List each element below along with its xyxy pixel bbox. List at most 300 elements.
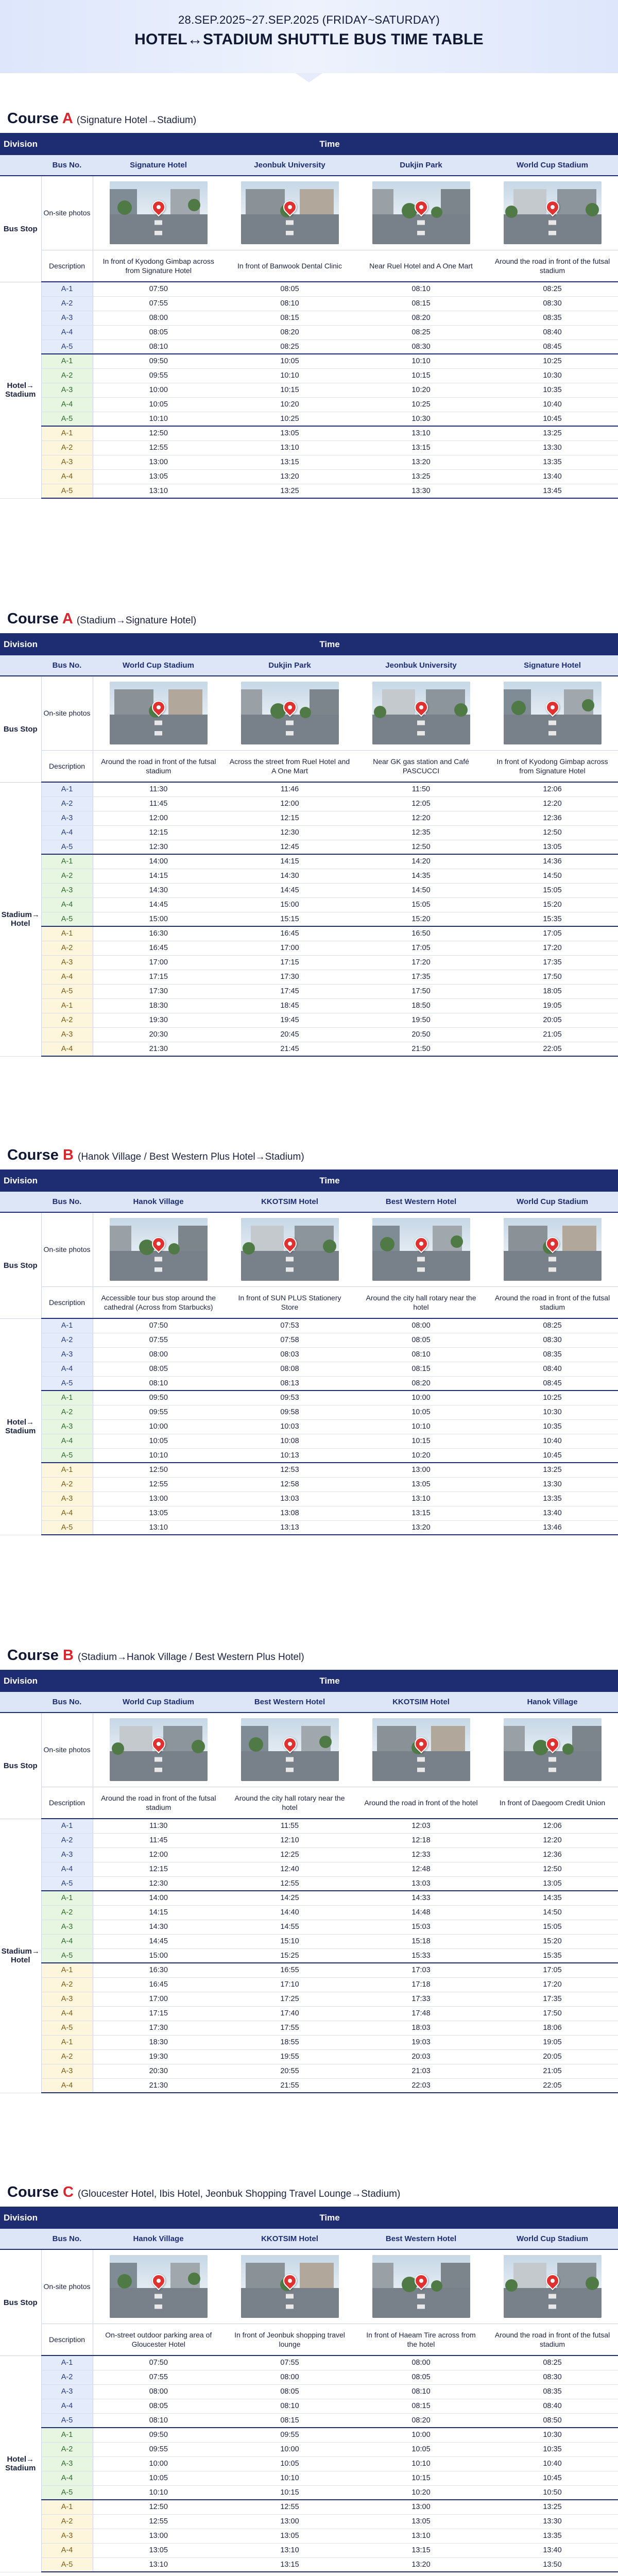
departure-time: 08:15: [355, 2399, 487, 2413]
departure-time: 18:06: [487, 2021, 618, 2035]
stop-description: Around the road in front of the futsal stadium: [93, 1787, 224, 1819]
table-row: [0, 2471, 618, 2485]
departure-time: 08:25: [355, 325, 487, 340]
departure-time: 07:50: [93, 282, 224, 296]
bus-number: A-2: [41, 1333, 93, 1347]
departure-time: 08:10: [355, 2384, 487, 2399]
departure-time: 13:25: [487, 2500, 618, 2514]
table-row: [0, 2399, 618, 2413]
course-subtitle: (Stadium→Hanok Village / Best Western Plus Hotel): [78, 1652, 304, 1663]
table-row: [0, 282, 618, 296]
course-word: Course: [7, 1147, 59, 1163]
departure-time: 08:05: [355, 1333, 487, 1347]
departure-time: 10:40: [487, 1434, 618, 1448]
departure-time: 08:45: [487, 340, 618, 354]
departure-time: 13:30: [487, 2514, 618, 2529]
bus-number: A-3: [41, 1347, 93, 1362]
departure-time: 12:18: [355, 1833, 487, 1848]
table-row: [0, 1492, 618, 1506]
departure-time: 15:20: [487, 897, 618, 912]
departure-time: 13:35: [487, 455, 618, 469]
table-row: [0, 854, 618, 869]
departure-time: 10:45: [487, 2471, 618, 2485]
photo-lane-marking: [417, 1251, 425, 1281]
departure-time: 12:36: [487, 1848, 618, 1862]
departure-time: 10:10: [224, 2471, 355, 2485]
photo-cell: [355, 1212, 487, 1286]
course-subtitle: (Signature Hotel→Stadium): [76, 115, 197, 126]
bus-stop-photo: [504, 1718, 602, 1781]
table-row: [0, 412, 618, 426]
departure-time: 13:40: [487, 1506, 618, 1520]
table-row: [0, 296, 618, 311]
departure-time: 07:50: [93, 1318, 224, 1333]
departure-time: 10:15: [355, 368, 487, 383]
photo-building: [377, 1726, 416, 1754]
division-header: Division: [0, 133, 41, 155]
photo-cell: [93, 1713, 224, 1787]
bus-number: A-2: [41, 2514, 93, 2529]
table-row: [0, 325, 618, 340]
table-row: [0, 1506, 618, 1520]
departure-time: 19:03: [355, 2035, 487, 2049]
photo-building: [508, 1226, 547, 1253]
departure-time: 14:55: [224, 1920, 355, 1934]
departure-time: 21:30: [93, 2078, 224, 2093]
departure-time: 20:45: [224, 1027, 355, 1042]
table-row: [0, 1862, 618, 1876]
departure-time: 08:30: [487, 2370, 618, 2384]
departure-time: 12:50: [93, 426, 224, 440]
departure-time: 08:05: [355, 2370, 487, 2384]
departure-time: 12:50: [93, 1463, 224, 1477]
departure-time: 10:00: [93, 1419, 224, 1434]
departure-time: 08:00: [93, 311, 224, 325]
departure-time: 19:30: [93, 2049, 224, 2064]
bus-number: A-5: [41, 484, 93, 498]
departure-time: 10:15: [224, 2485, 355, 2500]
departure-time: 07:55: [93, 296, 224, 311]
description-row: [0, 1286, 618, 1318]
table-row: [0, 368, 618, 383]
departure-time: 13:05: [93, 469, 224, 484]
bus-number: A-5: [41, 1376, 93, 1391]
departure-time: 12:33: [355, 1848, 487, 1862]
departure-time: 20:03: [355, 2049, 487, 2064]
bus-number: A-3: [41, 955, 93, 970]
header-dates: 28.SEP.2025~27.SEP.2025 (FRIDAY~SATURDAY): [178, 13, 440, 26]
course-letter: C: [62, 2184, 74, 2200]
course-letter: A: [62, 611, 73, 627]
photo-building: [110, 1226, 131, 1253]
departure-time: 10:08: [224, 1434, 355, 1448]
departure-time: 17:40: [224, 2006, 355, 2021]
photo-cell: [224, 176, 355, 250]
timetable: [0, 633, 618, 1057]
photo-tree: [511, 701, 526, 715]
departure-time: 08:00: [355, 2355, 487, 2370]
departure-time: 13:20: [224, 469, 355, 484]
bus-number: A-5: [41, 840, 93, 854]
stops-header-row: [0, 155, 618, 176]
departure-time: 08:25: [224, 340, 355, 354]
course-subtitle: (Stadium→Signature Hotel): [76, 615, 197, 626]
departure-time: 13:10: [93, 1520, 224, 1535]
onsite-photos-label: On-site photos: [41, 676, 93, 750]
photo-tree: [505, 2279, 518, 2292]
departure-time: 17:33: [355, 1992, 487, 2006]
photo-cell: [224, 1212, 355, 1286]
bus-number: A-5: [41, 1876, 93, 1891]
departure-time: 11:30: [93, 1819, 224, 1833]
onsite-photos-label: On-site photos: [41, 176, 93, 250]
departure-time: 17:18: [355, 1977, 487, 1992]
photo-tree: [117, 2274, 132, 2289]
bus-number: A-1: [41, 426, 93, 440]
departure-time: 08:40: [487, 2399, 618, 2413]
photo-tree: [380, 1237, 394, 1251]
stop-name: Dukjin Park: [224, 655, 355, 676]
table-row: [0, 1905, 618, 1920]
division-header: Division: [0, 633, 41, 655]
division-blank: [0, 2229, 41, 2249]
departure-time: 13:20: [355, 455, 487, 469]
bus-number: A-1: [41, 782, 93, 796]
departure-time: 13:08: [224, 1506, 355, 1520]
time-header: Time: [41, 133, 618, 155]
bus-number: A-2: [41, 796, 93, 811]
photo-tree: [562, 1743, 574, 1755]
stop-name: World Cup Stadium: [93, 655, 224, 676]
departure-time: 10:30: [355, 412, 487, 426]
photo-row: [0, 2249, 618, 2324]
bus-number: A-2: [41, 440, 93, 455]
table-row: [0, 2384, 618, 2399]
departure-time: 13:05: [487, 840, 618, 854]
stop-description: Accessible tour bus stop around the cathedral (Across from Starbucks): [93, 1286, 224, 1318]
departure-time: 08:10: [93, 340, 224, 354]
photo-cell: [487, 1212, 618, 1286]
photo-building: [246, 2263, 285, 2291]
departure-time: 08:35: [487, 2384, 618, 2399]
bus-number: A-1: [41, 998, 93, 1013]
bus-number: A-3: [41, 311, 93, 325]
departure-time: 12:10: [224, 1833, 355, 1848]
departure-time: 13:25: [487, 426, 618, 440]
departure-time: 12:50: [487, 825, 618, 840]
departure-time: 18:55: [224, 2035, 355, 2049]
departure-time: 13:05: [93, 1506, 224, 1520]
departure-time: 17:05: [355, 941, 487, 955]
departure-time: 15:35: [487, 912, 618, 926]
departure-time: 13:25: [487, 1463, 618, 1477]
departure-time: 13:10: [355, 2529, 487, 2543]
departure-time: 13:40: [487, 2543, 618, 2557]
photo-lane-marking: [154, 1251, 162, 1281]
departure-time: 15:18: [355, 1934, 487, 1948]
bus-number: A-3: [41, 1920, 93, 1934]
departure-time: 08:35: [487, 311, 618, 325]
onsite-photos-label: On-site photos: [41, 1212, 93, 1286]
departure-time: 15:00: [93, 1948, 224, 1963]
departure-time: 15:03: [355, 1920, 487, 1934]
bus-number: A-3: [41, 1848, 93, 1862]
table-row: [0, 1333, 618, 1347]
stop-description: Around the road in front of the futsal stadium: [487, 2324, 618, 2355]
stop-description: Around the city hall rotary near the hotel: [355, 1286, 487, 1318]
departure-time: 10:30: [487, 368, 618, 383]
table-row: [0, 469, 618, 484]
photo-lane-marking: [286, 1251, 294, 1281]
departure-time: 13:15: [355, 440, 487, 455]
bus-stop-photo: [241, 181, 339, 244]
bus-number: A-5: [41, 340, 93, 354]
departure-time: 08:25: [487, 2355, 618, 2370]
photo-building: [114, 689, 153, 717]
departure-time: 10:05: [93, 397, 224, 412]
table-row: [0, 1977, 618, 1992]
departure-time: 19:45: [224, 1013, 355, 1027]
departure-time: 13:15: [355, 2543, 487, 2557]
bus-stop-photo: [110, 1218, 208, 1281]
departure-time: 10:00: [224, 2442, 355, 2456]
photo-lane-marking: [417, 715, 425, 745]
departure-time: 16:45: [93, 941, 224, 955]
course-letter: B: [62, 1647, 74, 1664]
departure-time: 17:00: [93, 1992, 224, 2006]
departure-time: 10:05: [355, 2442, 487, 2456]
bus-number: A-3: [41, 1419, 93, 1434]
bus-number: A-4: [41, 1934, 93, 1948]
division-label: Hotel→ Stadium: [0, 282, 41, 498]
departure-time: 15:25: [224, 1948, 355, 1963]
departure-time: 15:35: [487, 1948, 618, 1963]
bus-number: A-4: [41, 970, 93, 984]
table-row: [0, 926, 618, 941]
departure-time: 08:10: [355, 282, 487, 296]
departure-time: 14:25: [224, 1891, 355, 1905]
table-row: [0, 1848, 618, 1862]
photo-lane-marking: [154, 1751, 162, 1782]
departure-time: 18:05: [487, 984, 618, 998]
stop-description: Around the road in front of the hotel: [355, 1787, 487, 1819]
table-row: [0, 897, 618, 912]
table-row: [0, 2500, 618, 2514]
division-header: Division: [0, 1670, 41, 1692]
departure-time: 13:00: [224, 2514, 355, 2529]
departure-time: 10:00: [93, 383, 224, 397]
stop-description: In front of Kyodong Gimbap across from Signature Hotel: [487, 750, 618, 782]
departure-time: 08:05: [93, 1362, 224, 1376]
departure-time: 08:20: [224, 325, 355, 340]
course-word: Course: [7, 611, 59, 627]
departure-time: 13:50: [487, 2557, 618, 2572]
departure-time: 16:50: [355, 926, 487, 941]
bus-number: A-3: [41, 883, 93, 897]
departure-time: 10:10: [93, 412, 224, 426]
stop-name: World Cup Stadium: [487, 155, 618, 176]
departure-time: 11:45: [93, 1833, 224, 1848]
division-header: Division: [0, 2207, 41, 2229]
bus-stop-label: Bus Stop: [0, 1713, 41, 1819]
photo-lane-marking: [548, 214, 556, 245]
bus-number: A-2: [41, 296, 93, 311]
stop-description: In front of Kyodong Gimbap across from Signature Hotel: [93, 250, 224, 282]
bus-number: A-4: [41, 1362, 93, 1376]
bus-number: A-1: [41, 2355, 93, 2370]
photo-tree: [582, 699, 594, 711]
bus-number: A-2: [41, 2370, 93, 2384]
departure-time: 17:00: [93, 955, 224, 970]
departure-time: 22:03: [355, 2078, 487, 2093]
table-row: [0, 1027, 618, 1042]
table-row: [0, 796, 618, 811]
departure-time: 08:00: [224, 2370, 355, 2384]
departure-time: 10:10: [93, 2485, 224, 2500]
departure-time: 10:25: [355, 397, 487, 412]
departure-time: 21:30: [93, 1042, 224, 1056]
course-title: [0, 2176, 618, 2207]
departure-time: 13:05: [355, 2514, 487, 2529]
departure-time: 08:40: [487, 325, 618, 340]
departure-time: 17:50: [355, 984, 487, 998]
table-row: [0, 397, 618, 412]
photo-cell: [93, 676, 224, 750]
departure-time: 13:45: [487, 484, 618, 498]
bus-number: A-5: [41, 2021, 93, 2035]
departure-time: 17:10: [224, 1977, 355, 1992]
table-row: [0, 1347, 618, 1362]
stop-name: Jeonbuk University: [224, 155, 355, 176]
description-label: Description: [41, 1286, 93, 1318]
photo-lane-marking: [286, 214, 294, 245]
departure-time: 13:15: [224, 455, 355, 469]
departure-time: 19:50: [355, 1013, 487, 1027]
departure-time: 16:55: [224, 1963, 355, 1977]
departure-time: 10:10: [355, 1419, 487, 1434]
table-row: [0, 2078, 618, 2093]
photo-lane-marking: [548, 715, 556, 745]
photo-tree: [117, 200, 132, 215]
departure-time: 13:46: [487, 1520, 618, 1535]
stop-name: Signature Hotel: [93, 155, 224, 176]
photo-lane-marking: [154, 2288, 162, 2318]
bus-stop-photo: [110, 2255, 208, 2318]
bus-number: A-2: [41, 1977, 93, 1992]
description-row: [0, 750, 618, 782]
timetable: [0, 2207, 618, 2572]
departure-time: 08:20: [355, 311, 487, 325]
departure-time: 09:50: [93, 1391, 224, 1405]
departure-time: 17:30: [93, 2021, 224, 2035]
table-row: [0, 912, 618, 926]
table-row: [0, 2557, 618, 2572]
photo-building: [572, 1726, 602, 1754]
bus-number: A-1: [41, 854, 93, 869]
departure-time: 11:30: [93, 782, 224, 796]
table-row: [0, 340, 618, 354]
bus-number: A-5: [41, 1448, 93, 1463]
departure-time: 14:50: [355, 883, 487, 897]
photo-cell: [487, 1713, 618, 1787]
bus-stop-photo: [504, 2255, 602, 2318]
departure-time: 08:05: [93, 2399, 224, 2413]
departure-time: 10:10: [355, 354, 487, 368]
departure-time: 13:30: [487, 1477, 618, 1492]
departure-time: 10:25: [224, 412, 355, 426]
table-row: [0, 869, 618, 883]
stop-name: KKOTSIM Hotel: [355, 1692, 487, 1713]
bus-stop-photo: [372, 2255, 470, 2318]
departure-time: 17:05: [487, 1963, 618, 1977]
bus-number: A-1: [41, 1819, 93, 1833]
departure-time: 18:45: [224, 998, 355, 1013]
departure-time: 12:15: [224, 811, 355, 825]
table-row: [0, 998, 618, 1013]
bus-number: A-3: [41, 2064, 93, 2078]
departure-time: 13:00: [93, 455, 224, 469]
table-row: [0, 2064, 618, 2078]
bus-number: A-2: [41, 1477, 93, 1492]
departure-time: 12:55: [93, 440, 224, 455]
table-row: [0, 1477, 618, 1492]
table-row: [0, 2021, 618, 2035]
departure-time: 10:05: [93, 2471, 224, 2485]
photo-lane-marking: [154, 214, 162, 245]
photo-tree: [586, 203, 599, 216]
photo-building: [372, 189, 394, 217]
departure-time: 20:30: [93, 1027, 224, 1042]
departure-time: 17:15: [93, 2006, 224, 2021]
bus-number: A-1: [41, 1391, 93, 1405]
course-letter: A: [62, 110, 73, 127]
departure-time: 13:35: [487, 1492, 618, 1506]
departure-time: 12:55: [224, 2500, 355, 2514]
table-row: [0, 1405, 618, 1419]
time-header: Time: [41, 2207, 618, 2229]
departure-time: 08:20: [355, 1376, 487, 1391]
stop-description: Around the road in front of the futsal stadium: [487, 250, 618, 282]
departure-time: 09:55: [93, 368, 224, 383]
division-blank: [0, 1192, 41, 1212]
departure-time: 21:45: [224, 1042, 355, 1056]
photo-building: [178, 1226, 208, 1253]
bus-number: A-2: [41, 1405, 93, 1419]
departure-time: 10:35: [487, 2442, 618, 2456]
photo-building: [310, 689, 339, 717]
bus-stop-photo: [241, 1218, 339, 1281]
departure-time: 08:15: [224, 2413, 355, 2428]
departure-time: 12:15: [93, 1862, 224, 1876]
departure-time: 17:05: [487, 926, 618, 941]
departure-time: 10:20: [355, 383, 487, 397]
departure-time: 07:55: [224, 2355, 355, 2370]
table-row: [0, 825, 618, 840]
table-row: [0, 383, 618, 397]
table-header-row: [0, 133, 618, 155]
departure-time: 13:30: [355, 484, 487, 498]
departure-time: 10:15: [355, 1434, 487, 1448]
photo-building: [251, 1226, 284, 1253]
bus-number: A-4: [41, 325, 93, 340]
departure-time: 15:05: [487, 1920, 618, 1934]
photo-row: [0, 1212, 618, 1286]
bus-number: A-4: [41, 469, 93, 484]
table-header-row: [0, 2207, 618, 2229]
table-row: [0, 1520, 618, 1535]
photo-cell: [487, 176, 618, 250]
bus-number: A-3: [41, 1027, 93, 1042]
